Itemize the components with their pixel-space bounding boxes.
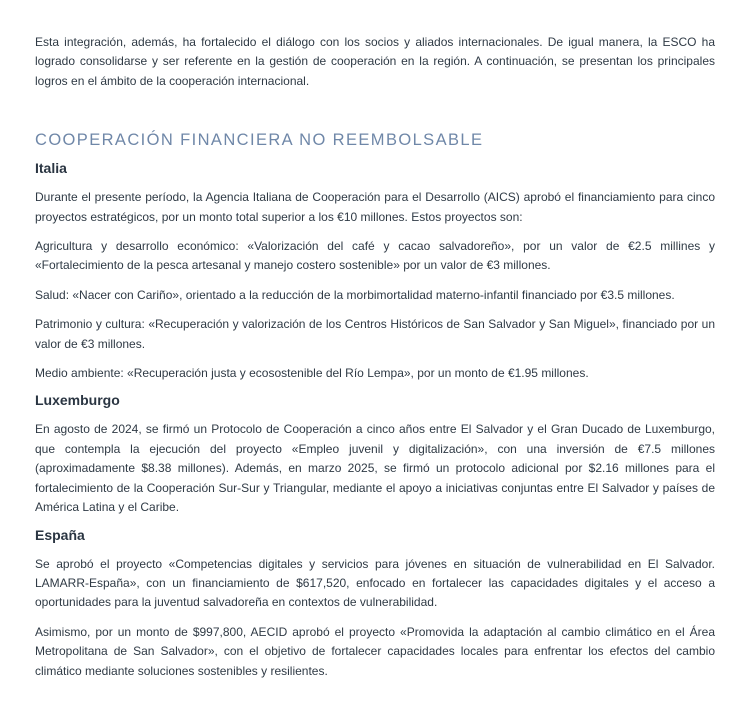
espana-section [35, 525, 715, 681]
italia-paragraph: Medio ambiente: «Recuperación justa y ecosostenible del Río Lempa», por un monto de €1.95 millones. [35, 366, 589, 381]
espana-paragraph: Asimismo, por un monto de $997,800, AECID aprobó el proyecto «Promovida la adaptación al cambio climático en el Área Metropolitana de San Salvador», con el objetivo de fortalecer capacidades locales para enfrentar los efectos del cambio climático mediante soluciones sostenibles y resilientes. [35, 624, 715, 678]
intro-paragraph: Esta integración, además, ha fortalecido el diálogo con los socios y aliados internacionales. De igual manera, la ESCO ha logrado consolidarse y ser referente en la gestión de cooperación en la región. A continuación, se presentan los principales logros en el ámbito de la cooperación internacional. [35, 35, 715, 88]
luxemburgo-heading: Luxemburgo [35, 392, 120, 409]
luxemburgo-paragraph: En agosto de 2024, se firmó un Protocolo de Cooperación a cinco años entre El Salvador y el Gran Ducado de Luxemburgo, que contempla la ejecución del proyecto «Empleo juvenil y digitalización», con una inversión de €7.5 millones (aproximadamente $8.38 millones). Además, en marzo 2025, se firmó un protocolo adicional por $2.16 millones para el fortalecimiento de la Cooperación Sur-Sur y Triangular, mediante el apoyo a iniciativas conjuntas entre El Salvador y países de América Latina y el Caribe. [35, 422, 715, 515]
espana-heading: España [35, 526, 85, 543]
italia-paragraph: Durante el presente período, la Agencia Italiana de Cooperación para el Desarrollo (AICS) aprobó el financiamiento para cinco proyectos estratégicos, por un monto total superior a los €10 millones. Estos proyectos son: [35, 190, 715, 224]
italia-paragraph: Salud: «Nacer con Cariño», orientado a la reducción de la morbimortalidad materno-infantil financiado por €3.5 millones. [35, 287, 675, 302]
luxemburgo-section [35, 390, 715, 517]
section-title: COOPERACIÓN FINANCIERA NO REEMBOLSABLE [35, 131, 484, 150]
italia-paragraph: Agricultura y desarrollo económico: «Valorización del café y cacao salvadoreño», por un valor de €2.5 millines y «Fortalecimiento de la pesca artesanal y manejo costero sostenible» por un valor de €3 millones. [35, 239, 715, 273]
espana-paragraph: Se aprobó el proyecto «Competencias digitales y servicios para jóvenes en situación de vulnerabilidad en El Salvador. LAMARR-España», con un financiamiento de $617,520, enfocado en fortalecer las capacidades digitales y el acceso a oportunidades para la juventud salvadoreña en contextos de vulnerabilidad. [35, 556, 715, 610]
italia-section [35, 158, 715, 383]
italia-heading: Italia [35, 160, 67, 177]
italia-paragraph: Patrimonio y cultura: «Recuperación y valorización de los Centros Históricos de San Salvador y San Miguel», financiado por un valor de €3 millones. [35, 317, 715, 351]
document-page [35, 33, 715, 688]
